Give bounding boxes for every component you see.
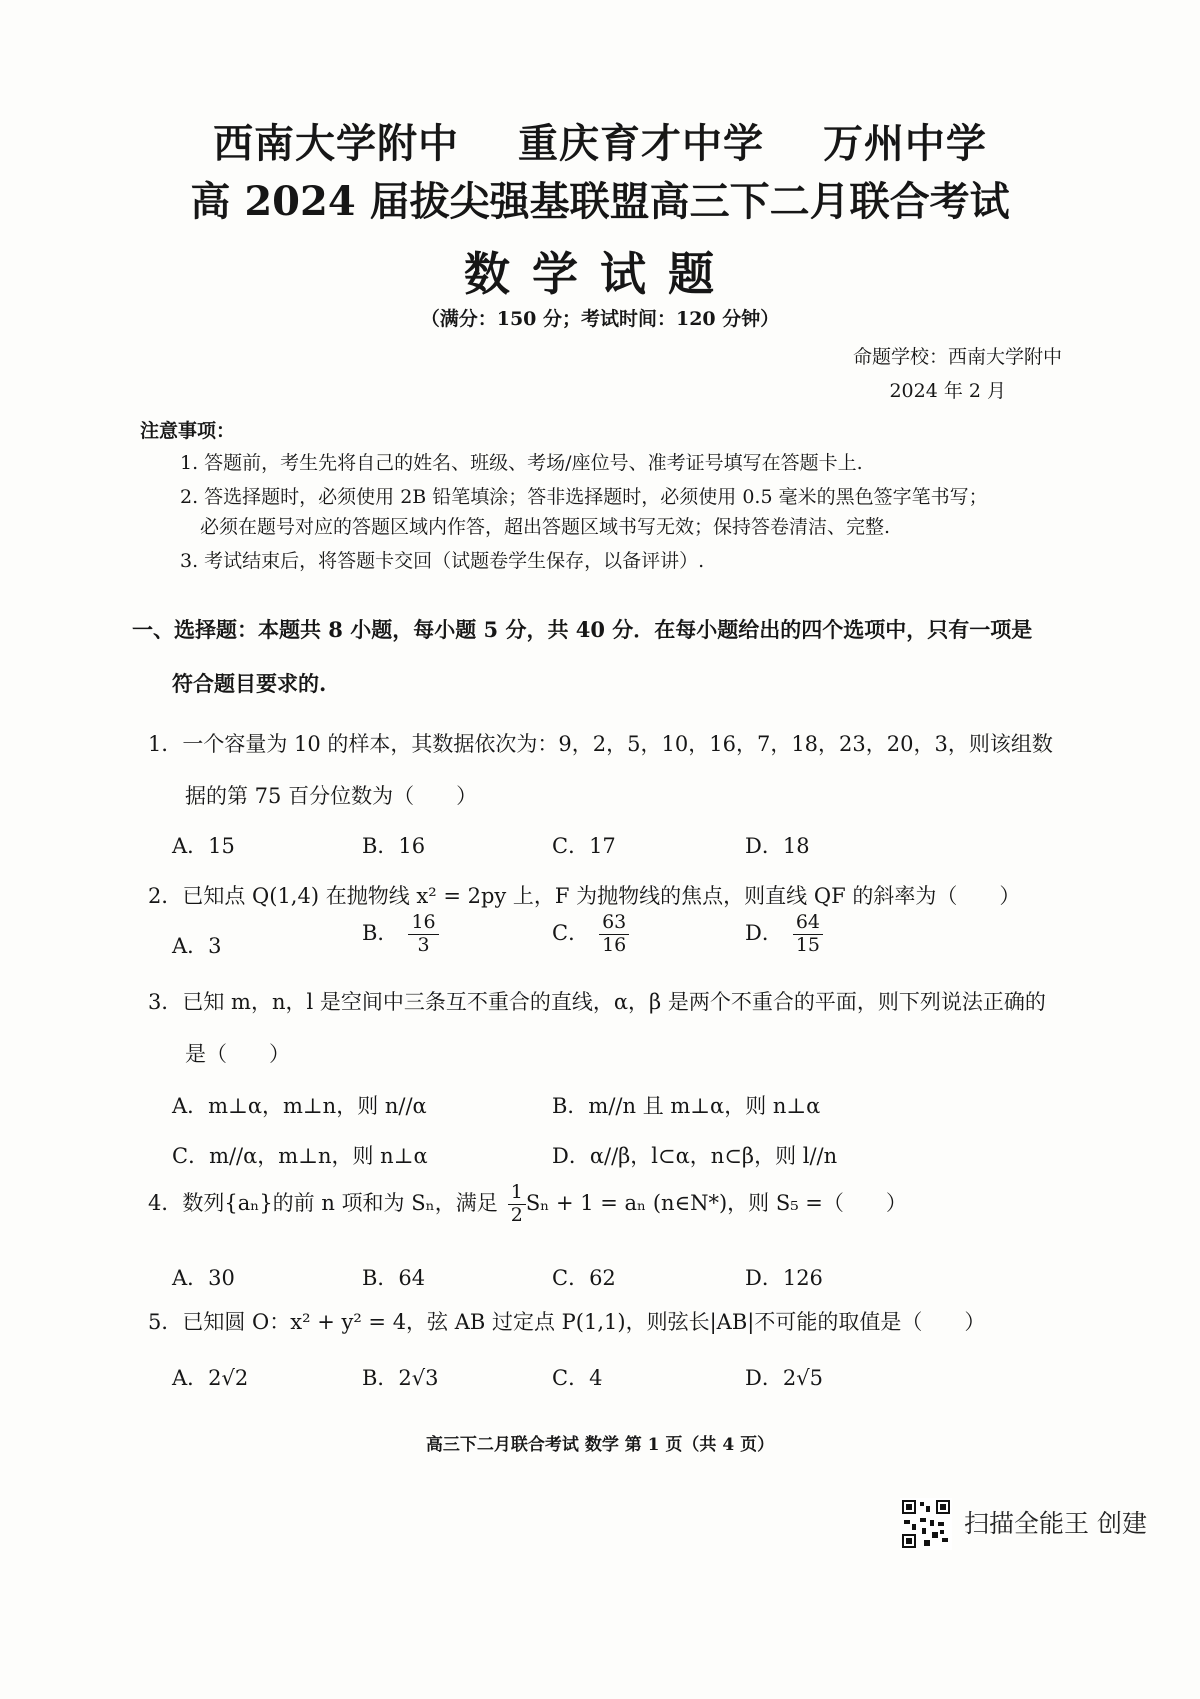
school-name: 万州中学 [822,120,987,167]
q2-option-b [362,912,439,957]
numerator: 16 [408,912,438,935]
denominator: 16 [602,933,627,956]
note-item: 2. 答选择题时，必须使用 2B 铅笔填涂；答非选择题时，必须使用 0.5 毫米的黑色签字笔书写； [180,486,988,508]
q4-option-a: A．30 [172,1266,235,1290]
q4-option-d: D．126 [745,1266,823,1290]
note-item: 必须在题号对应的答题区域内作答，超出答题区域书写无效；保持答卷清洁、完整. [200,516,891,538]
q1-option-d: D．18 [745,834,810,858]
numerator: 1 [508,1182,526,1205]
q4-option-c: C．62 [552,1266,616,1290]
question-3: 3．已知 m，n，l 是空间中三条互不重合的直线，α，β 是两个不重合的平面，则下列说法正确的 [148,990,1046,1014]
q4-option-b: B．64 [362,1266,426,1290]
exam-meta: （满分：150 分；考试时间：120 分钟） [420,308,780,330]
denominator: 15 [795,933,821,956]
q5-option-c: C．4 [552,1366,603,1390]
question-4-pre: 4．数列{aₙ}的前 n 项和为 Sₙ，满足 [148,1190,498,1215]
q3-option-b: B．m//n 且 m⊥α，则 n⊥α [552,1094,821,1118]
fraction [408,912,438,957]
option-label: B． [362,920,399,945]
page-footer: 高三下二月联合考试 数学 第 1 页（共 4 页） [425,1435,775,1455]
school-name: 西南大学附中 [213,120,460,167]
question-4-post: Sₙ + 1 = aₙ (n∈N*)，则 S₅ =（ ） [525,1190,907,1215]
question-1: 1．一个容量为 10 的样本，其数据依次为：9，2，5，10，16，7，18，23，20，3，则该组数 [148,732,1053,756]
school-names [0,112,1200,169]
q1-option-a: A．15 [172,834,235,858]
q2-option-d [745,912,823,957]
q3-option-a: A．m⊥α，m⊥n，则 n//α [172,1094,427,1118]
school-name: 重庆育才中学 [518,120,764,167]
q2-option-a: A．3 [172,934,222,958]
fraction [508,1182,526,1227]
question-5: 5．已知圆 O：x² + y² = 4，弦 AB 过定点 P(1,1)，则弦长|AB|不可能的取值是（ ） [148,1310,986,1334]
exam-title: 高 2024 届拔尖强基联盟高三下二月联合考试 [190,178,1010,225]
fraction [599,912,629,957]
note-item: 1. 答题前，考生先将自己的姓名、班级、考场/座位号、准考证号填写在答题卡上. [180,452,863,474]
q5-option-b: B．2√3 [362,1366,439,1390]
q5-option-a: A．2√2 [172,1366,249,1390]
notes-heading: 注意事项： [140,420,236,442]
qr-code-icon [900,1498,952,1550]
numerator: 63 [599,912,629,935]
question-3-cont: 是（ ） [185,1042,290,1066]
scanner-watermark: 扫描全能王 创建 [964,1509,1147,1538]
fraction [793,912,823,957]
question-4 [148,1182,907,1227]
q2-option-c [552,912,629,957]
q1-option-c: C．17 [552,834,616,858]
q3-option-d: D．α//β，l⊂α，n⊂β，则 l//n [552,1144,838,1168]
exam-date: 2024 年 2 月 [889,380,1006,402]
denominator: 3 [417,933,430,956]
q5-option-d: D．2√5 [745,1366,823,1390]
option-label: C． [552,920,590,945]
option-label: D． [745,920,783,945]
q3-option-c: C．m//α，m⊥n，则 n⊥α [172,1144,428,1168]
section-heading: 一、选择题：本题共 8 小题，每小题 5 分，共 40 分．在每小题给出的四个选项中，只有一项是 [132,617,1033,642]
question-1-cont: 据的第 75 百分位数为（ ） [185,784,478,808]
setter-school: 命题学校：西南大学附中 [852,346,1062,368]
section-heading-cont: 符合题目要求的. [172,671,327,696]
question-2: 2．已知点 Q(1,4) 在抛物线 x² = 2py 上，F 为抛物线的焦点，则直线 QF 的斜率为（ ） [148,884,1021,908]
numerator: 64 [793,912,823,935]
note-item: 3. 考试结束后，将答题卡交回（试题卷学生保存，以备评讲）. [180,550,705,572]
q1-option-b: B．16 [362,834,426,858]
subject-title: 数学试题 [464,247,736,301]
denominator: 2 [510,1203,523,1226]
